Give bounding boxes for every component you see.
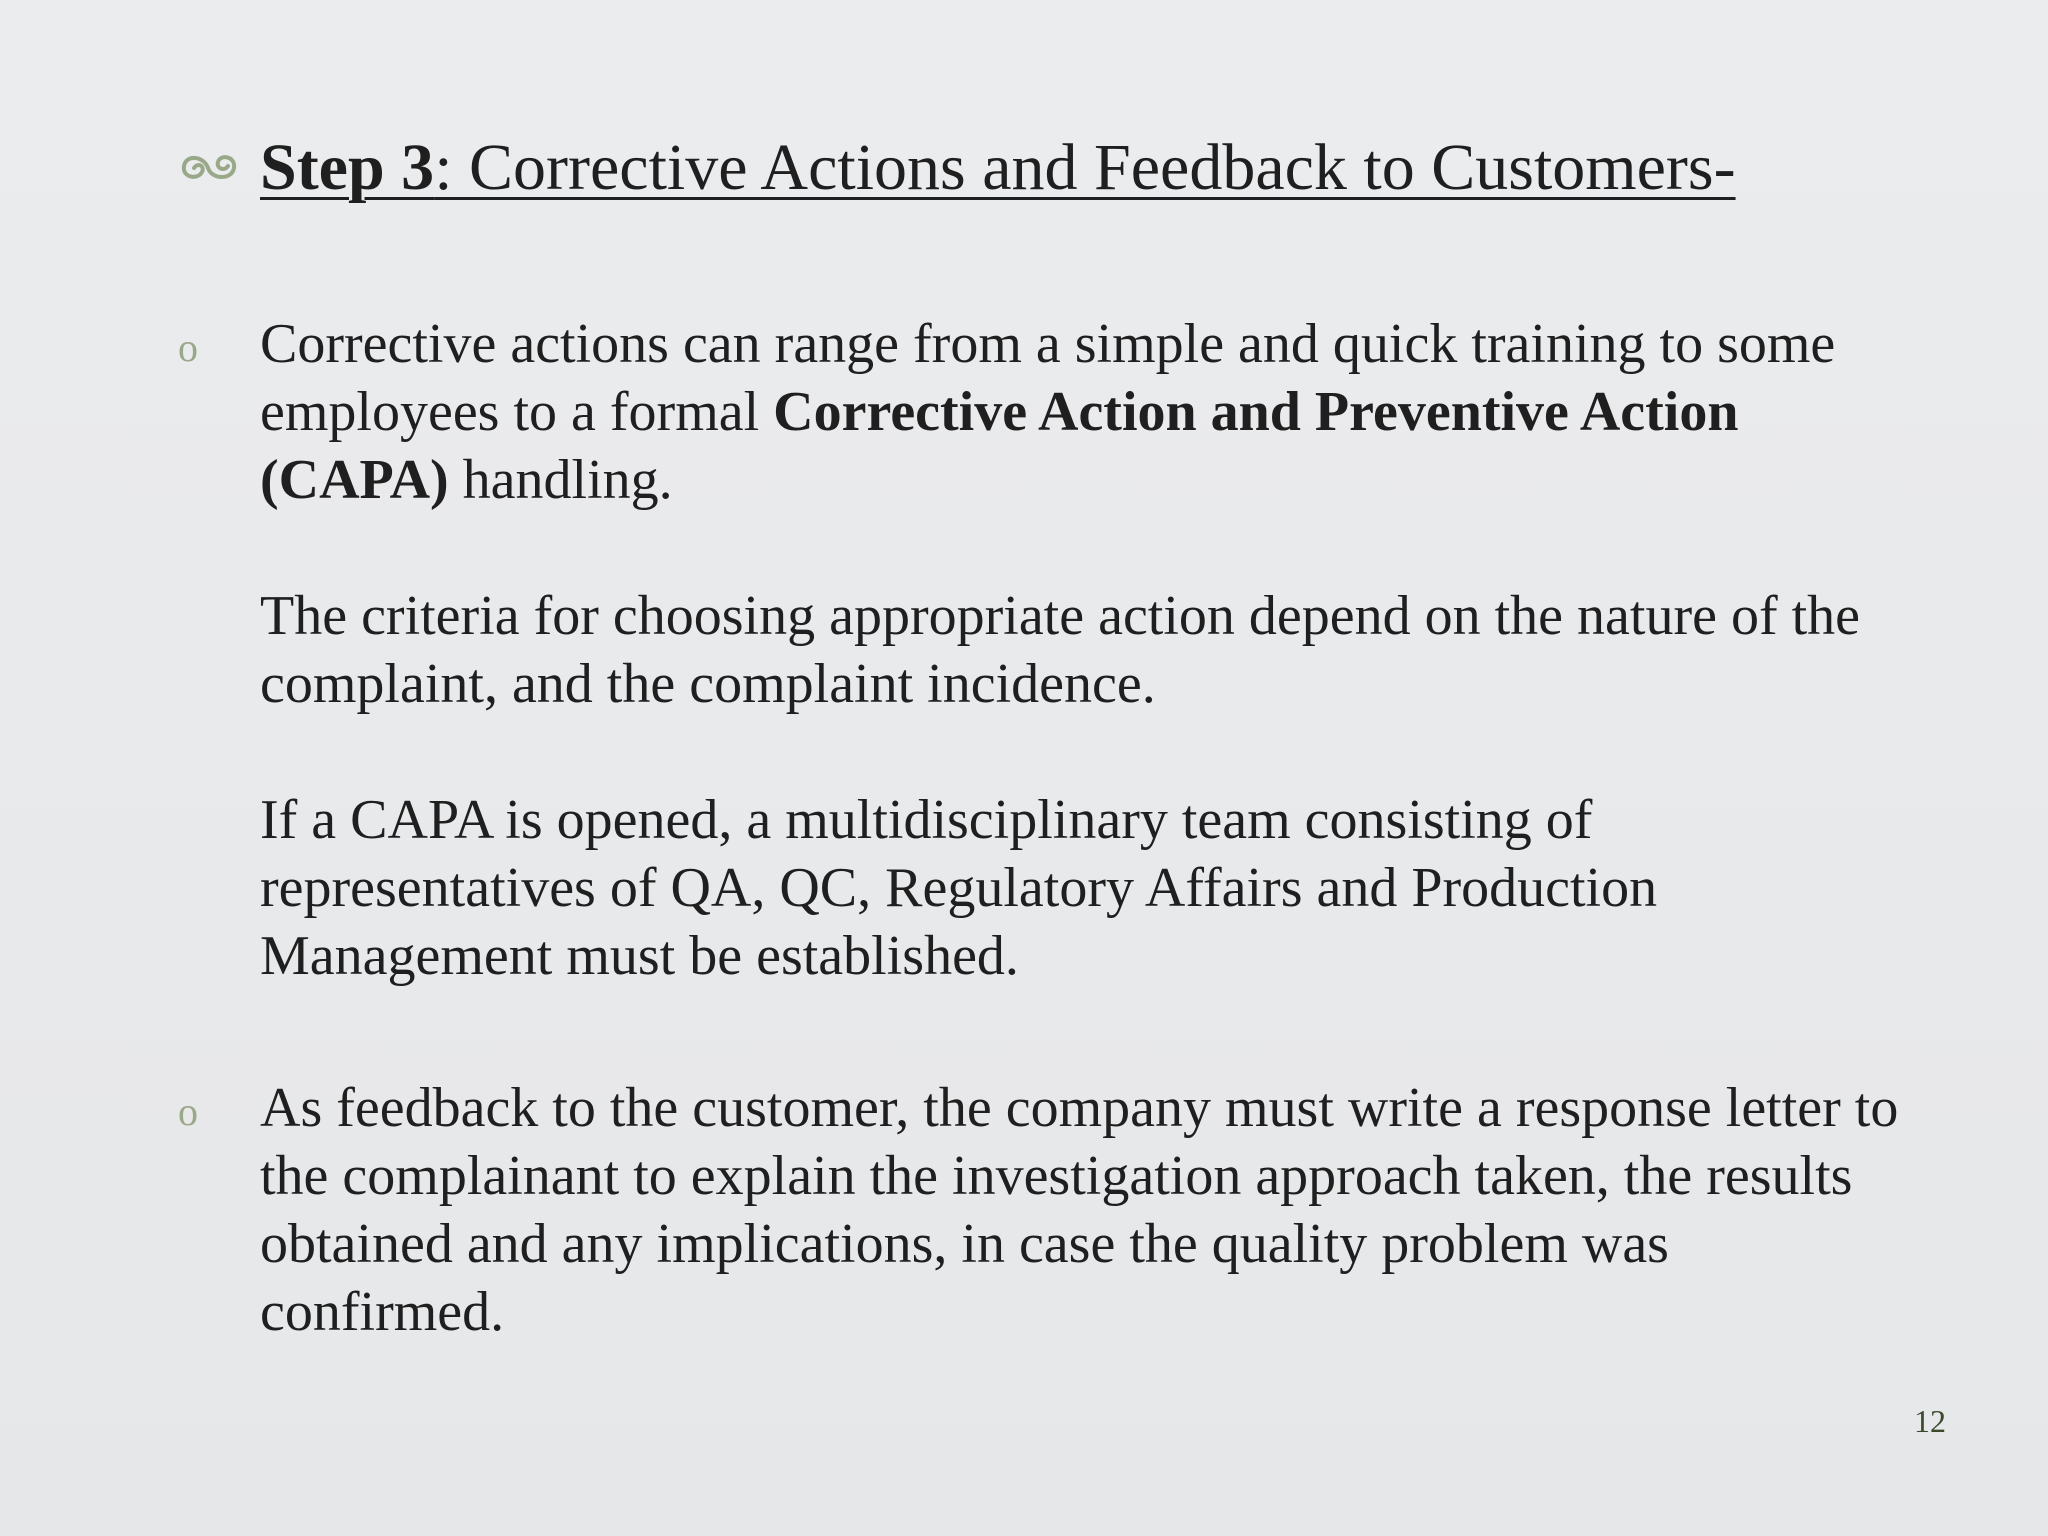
capa-bold-text: Corrective Action and Preventive Action (CAPA) xyxy=(260,381,1739,511)
slide-title-rest: : Corrective Actions and Feedback to Customers- xyxy=(434,131,1736,204)
curly-swash-bullet-icon xyxy=(178,146,260,191)
paragraph-criteria: The criteria for choosing appropriate action depend on the nature of the complaint, and the complaint incidence. xyxy=(260,585,1861,715)
paragraph-text: handling. xyxy=(448,449,673,511)
bullet-body xyxy=(260,310,1918,990)
page-number: 12 xyxy=(1914,1403,1946,1439)
paragraph-team: If a CAPA is opened, a multidisciplinary team consisting of representatives of QA, QC, Regulatory Affairs and Production Management must be established. xyxy=(260,789,1658,987)
paragraph-text: Corrective actions can range from a simple and quick training to some employees to a formal xyxy=(260,313,1836,443)
paragraph-capa xyxy=(260,310,1918,514)
slide-title-bold: Step 3 xyxy=(260,131,435,204)
circle-bullet-icon: o xyxy=(178,325,198,370)
bullet-body xyxy=(260,1074,1918,1346)
bullet-item-corrective-actions xyxy=(178,310,1918,990)
paragraph-feedback: As feedback to the customer, the company must write a response letter to the complainant to explain the investigation approach taken, the results obtained and any implications, in case the quality problem was confirmed. xyxy=(260,1077,1899,1343)
bullet-item-feedback xyxy=(178,1074,1918,1346)
circle-bullet-icon: o xyxy=(178,1089,198,1134)
slide-heading xyxy=(178,128,1918,208)
slide-title xyxy=(260,128,1736,208)
